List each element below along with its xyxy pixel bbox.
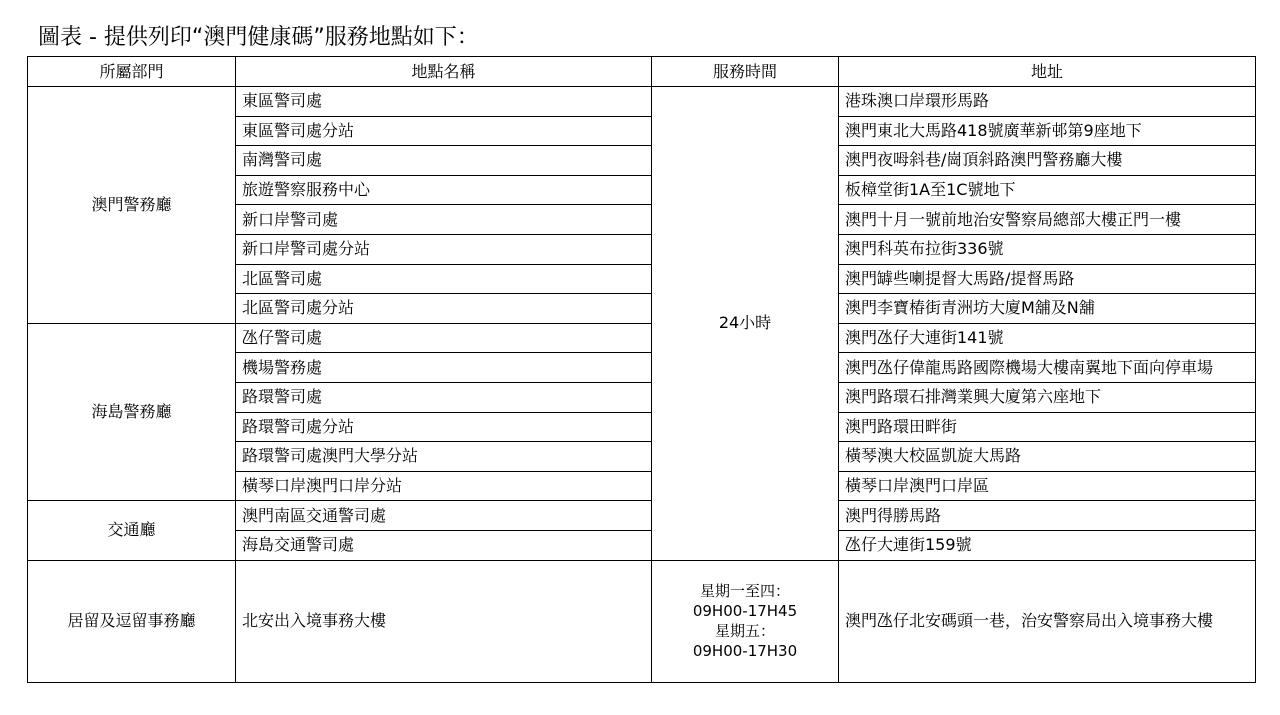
hours-cell-office	[652, 560, 839, 682]
location-cell: 橫琴口岸澳門口岸分站	[236, 471, 652, 501]
address-cell: 澳門李寶椿街青洲坊大廈M舖及N舖	[839, 294, 1256, 324]
location-cell: 旅遊警察服務中心	[236, 175, 652, 205]
location-cell: 路環警司處	[236, 382, 652, 412]
location-cell: 東區警司處分站	[236, 116, 652, 146]
header-hours: 服務時間	[652, 57, 839, 87]
address-cell: 港珠澳口岸環形馬路	[839, 87, 1256, 117]
hours-line: 09H00-17H30	[692, 642, 798, 660]
header-location: 地點名稱	[236, 57, 652, 87]
table-header-row	[28, 57, 1256, 87]
address-cell: 澳門路環石排灣業興大廈第六座地下	[839, 382, 1256, 412]
location-cell: 南灣警司處	[236, 146, 652, 176]
location-cell: 東區警司處	[236, 87, 652, 117]
location-cell: 機場警務處	[236, 353, 652, 383]
location-cell: 新口岸警司處	[236, 205, 652, 235]
address-cell: 澳門路環田畔街	[839, 412, 1256, 442]
header-address: 地址	[839, 57, 1256, 87]
table-row	[28, 501, 1256, 531]
hours-line: 星期五：	[714, 622, 775, 640]
address-cell: 澳門科英布拉街336號	[839, 234, 1256, 264]
hours-cell-24h: 24小時	[652, 87, 839, 561]
page-title: 圖表 - 提供列印“澳門健康碼”服務地點如下：	[38, 25, 479, 50]
address-cell: 橫琴澳大校區凱旋大馬路	[839, 442, 1256, 472]
department-cell: 交通廳	[28, 501, 236, 560]
address-cell: 板樟堂街1A至1C號地下	[839, 175, 1256, 205]
department-cell: 澳門警務廳	[28, 87, 236, 324]
table-row	[28, 560, 1256, 682]
department-cell: 居留及逗留事務廳	[28, 560, 236, 682]
table-row	[28, 323, 1256, 353]
header-department: 所屬部門	[28, 57, 236, 87]
location-cell: 路環警司處澳門大學分站	[236, 442, 652, 472]
location-cell: 澳門南區交通警司處	[236, 501, 652, 531]
table-row	[28, 87, 1256, 117]
service-locations-table	[27, 56, 1256, 683]
address-cell: 澳門氹仔偉龍馬路國際機場大樓南翼地下面向停車場	[839, 353, 1256, 383]
location-cell: 北區警司處	[236, 264, 652, 294]
address-cell: 澳門十月一號前地治安警察局總部大樓正門一樓	[839, 205, 1256, 235]
address-cell: 澳門東北大馬路418號廣華新邨第9座地下	[839, 116, 1256, 146]
location-cell: 氹仔警司處	[236, 323, 652, 353]
address-cell: 橫琴口岸澳門口岸區	[839, 471, 1256, 501]
location-cell: 北安出入境事務大樓	[236, 560, 652, 682]
hours-line: 星期一至四：	[699, 582, 790, 600]
address-cell: 澳門罅些喇提督大馬路/提督馬路	[839, 264, 1256, 294]
location-cell: 海島交通警司處	[236, 530, 652, 560]
department-cell: 海島警務廳	[28, 323, 236, 501]
location-cell: 北區警司處分站	[236, 294, 652, 324]
hours-line: 09H00-17H45	[692, 602, 798, 620]
location-cell: 路環警司處分站	[236, 412, 652, 442]
address-cell: 澳門得勝馬路	[839, 501, 1256, 531]
address-cell: 氹仔大連街159號	[839, 530, 1256, 560]
location-cell: 新口岸警司處分站	[236, 234, 652, 264]
address-cell: 澳門夜呣斜巷/崗頂斜路澳門警務廳大樓	[839, 146, 1256, 176]
address-cell: 澳門氹仔北安碼頭一巷，治安警察局出入境事務大樓	[839, 560, 1256, 682]
address-cell: 澳門氹仔大連街141號	[839, 323, 1256, 353]
